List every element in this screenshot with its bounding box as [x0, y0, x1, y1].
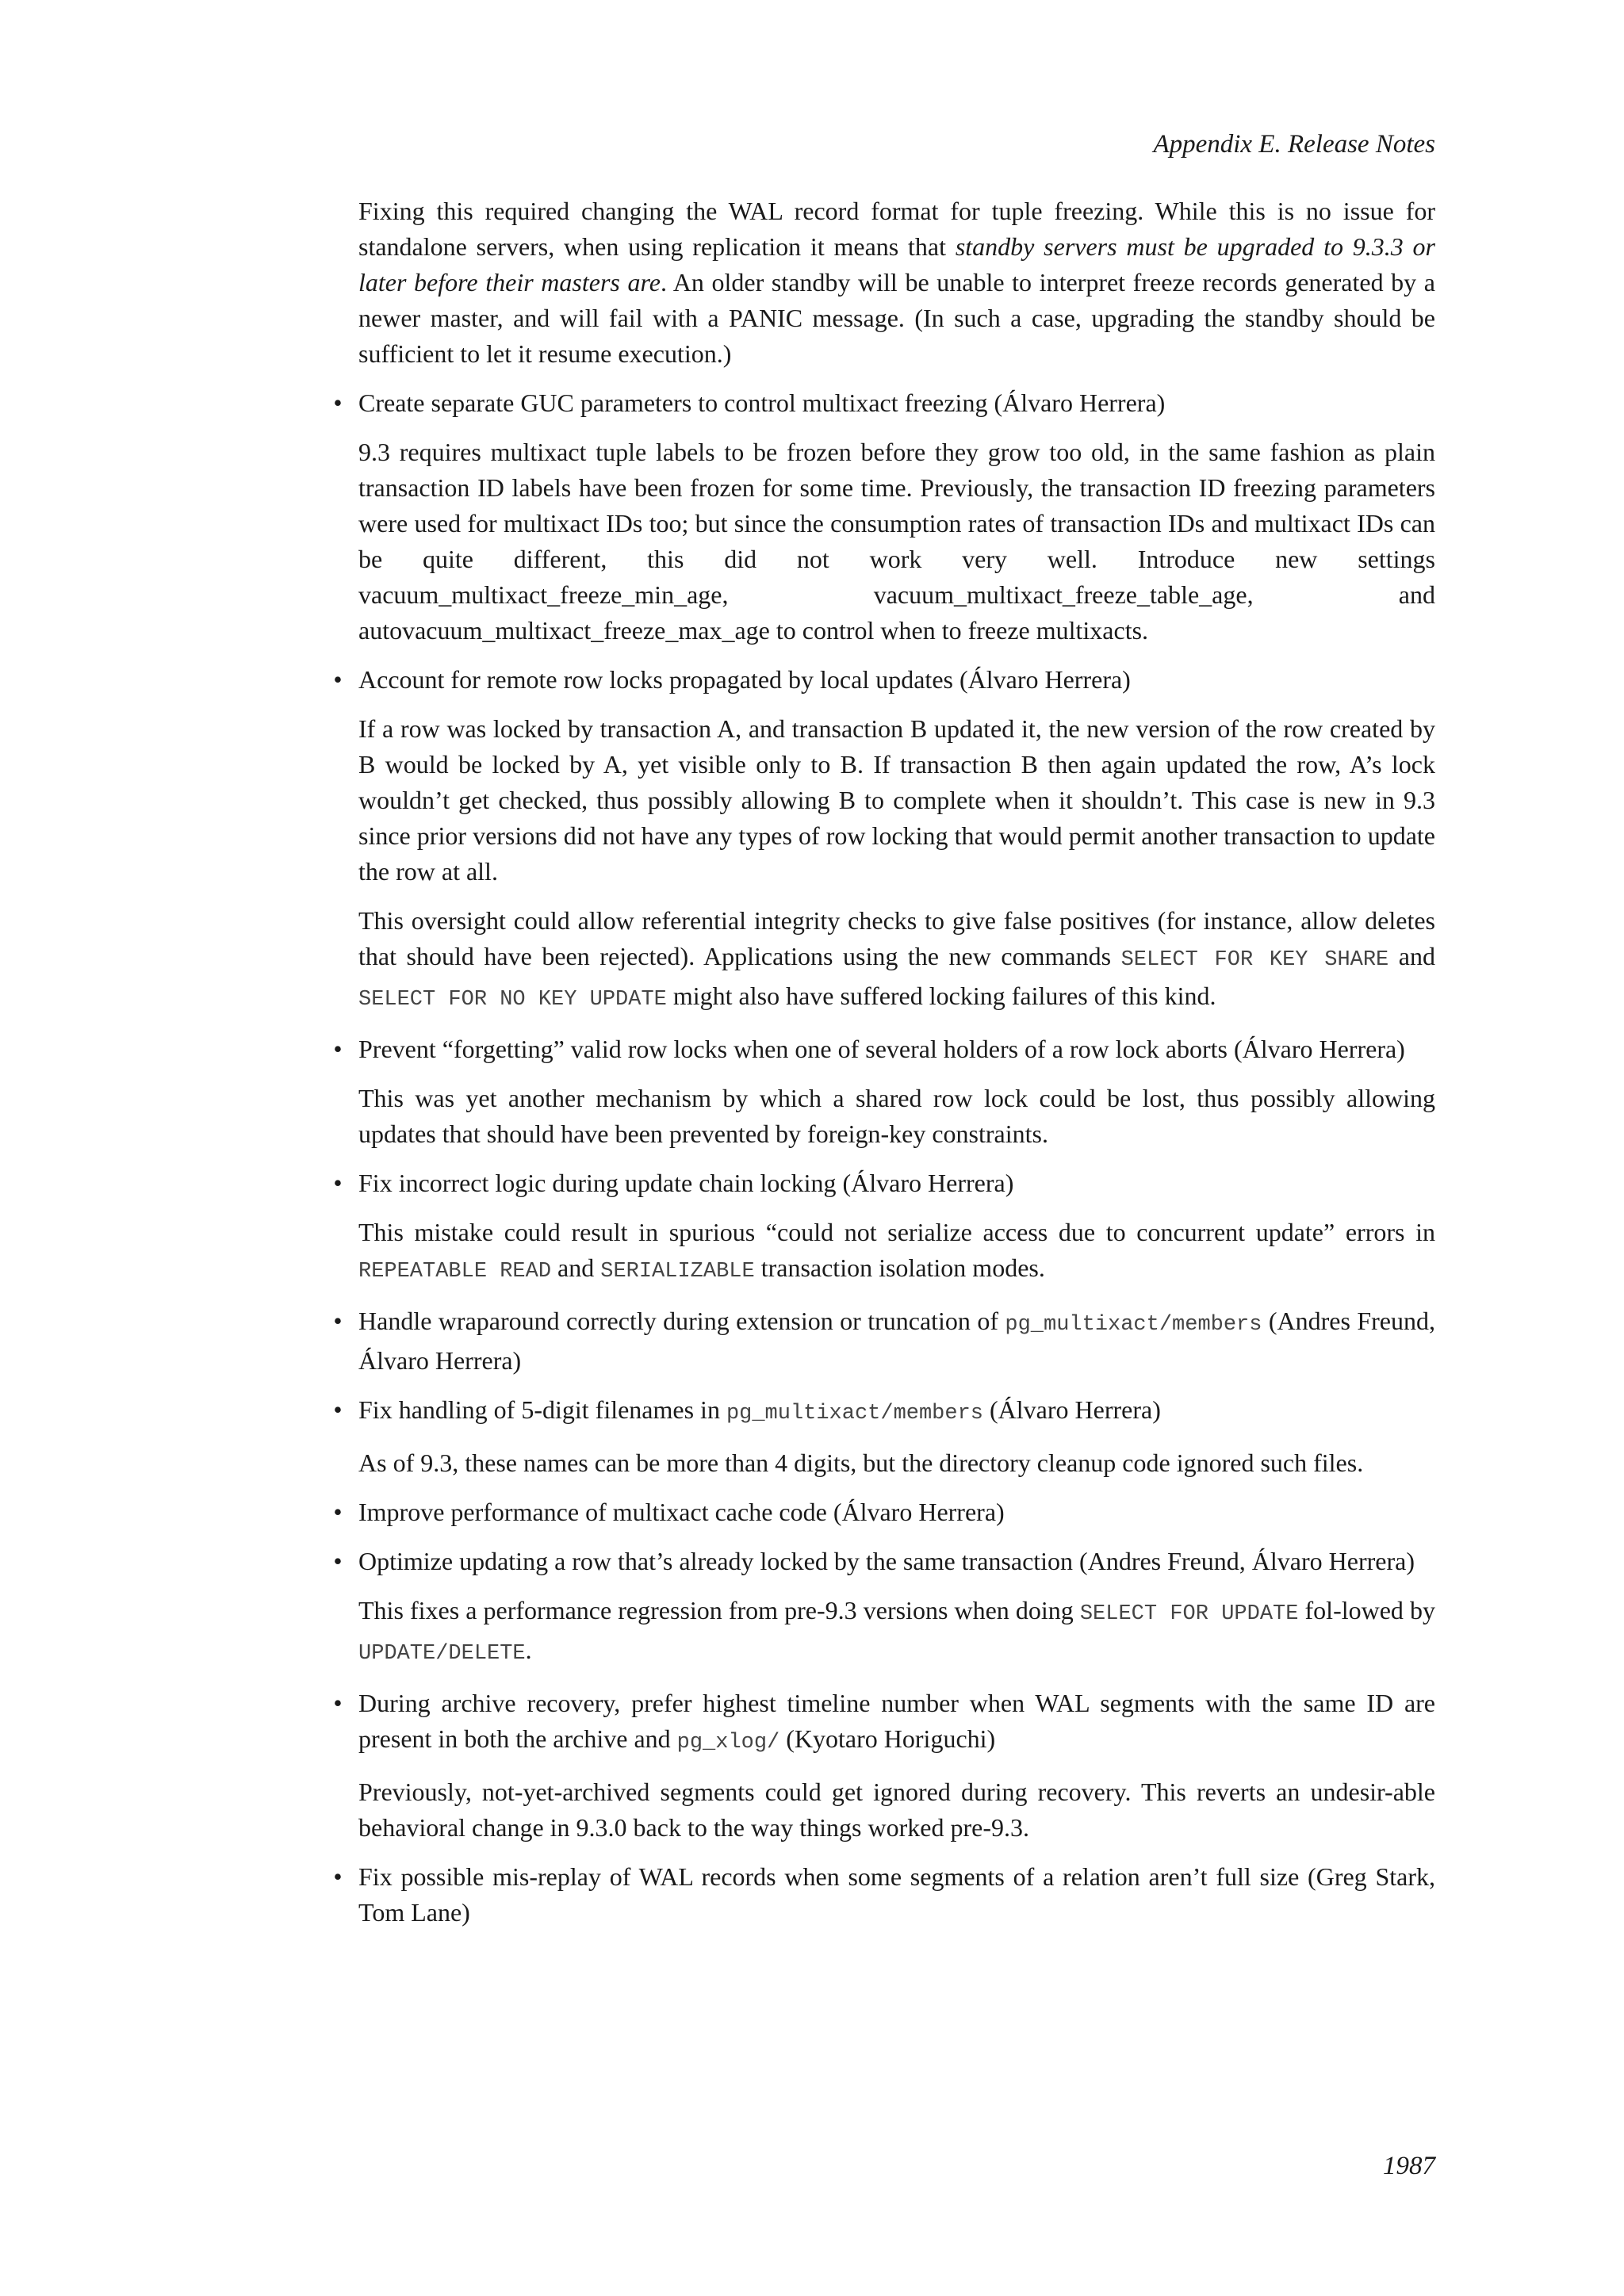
- text-run: might also have suffered locking failures of this kind.: [666, 982, 1216, 1010]
- text-run: and: [1388, 942, 1436, 970]
- item-title: Improve performance of multixact cache code (Álvaro Herrera): [358, 1498, 1005, 1526]
- item-title: Fix possible mis-replay of WAL records when some segments of a relation aren’t full size (Greg Stark, Tom Lane): [358, 1862, 1435, 1927]
- list-item: [333, 1544, 1436, 1672]
- text-run: This mistake could result in spurious “could not serialize access due to concurrent update” errors in: [358, 1218, 1435, 1246]
- item-title: Account for remote row locks propagated by local updates (Álvaro Herrera): [358, 665, 1131, 694]
- text-run: Fixing this required changing the WAL record format for tuple freezing. While this is no issue for standalone servers, when using replication it means that: [358, 197, 1435, 261]
- code-literal: pg_multixact/members: [1005, 1313, 1262, 1337]
- list-item: [333, 385, 1435, 649]
- item-description: [358, 1215, 1435, 1290]
- page-number: 1987: [1383, 2152, 1435, 2180]
- list-item: [333, 1031, 1435, 1152]
- bullet: •: [333, 1169, 343, 1197]
- item-title: [358, 1392, 1435, 1432]
- text-run: . An older standby will be unable to interpret freeze records generated by a newer master, and will fail with a PANIC message. (In such a case, upgrading the standby should be sufficient to let it resume execution.): [358, 268, 1436, 368]
- bullet: •: [333, 1395, 343, 1424]
- text-run: (Kyotaro Horiguchi): [779, 1724, 996, 1753]
- code-literal: SERIALIZABLE: [600, 1260, 755, 1284]
- list-item: [333, 1686, 1435, 1846]
- bullet: •: [333, 1547, 343, 1575]
- text-run: This oversight could allow referential integrity checks to give false positives (for instance, allow deletes that should have been rejected). Applications using the new commands: [358, 906, 1435, 970]
- page-content: [333, 193, 1436, 1944]
- list-item: [333, 1303, 1436, 1379]
- text-run: fol-lowed by: [1298, 1596, 1436, 1624]
- item-description: 9.3 requires multixact tuple labels to be frozen before they grow too old, in the same fashion as plain transaction ID labels have been frozen for some time. Previously, the transaction ID freezing parameters were used for multixact IDs too; but since the consumption rates of transaction IDs and multixact IDs can be quite different, this did not work very well. Introduce new settings vacuum_multixact_freeze_min_age, vacuum_multixact_freeze_table_age, and autovacuum_multixact_freeze_max_age to control when to freeze multixacts.: [358, 438, 1435, 645]
- text-run: and: [551, 1253, 601, 1282]
- text-run: (Álvaro Herrera): [983, 1395, 1161, 1424]
- item-title: [358, 1686, 1435, 1761]
- text-run: (Andres Freund, Álvaro Herrera): [358, 1307, 1436, 1375]
- code-literal: pg_xlog/: [676, 1731, 780, 1755]
- paragraph: [358, 193, 1435, 372]
- running-header: Appendix E. Release Notes: [1153, 130, 1435, 159]
- code-literal: SELECT FOR KEY SHARE: [1120, 948, 1389, 972]
- item-title: Fix incorrect logic during update chain locking (Álvaro Herrera): [358, 1169, 1014, 1197]
- code-literal: SELECT FOR UPDATE: [1079, 1602, 1299, 1626]
- item-title: Create separate GUC parameters to control multixact freezing (Álvaro Herrera): [358, 388, 1166, 417]
- item-title: Optimize updating a row that’s already locked by the same transaction (Andres Freund, Álvaro Herrera): [358, 1547, 1415, 1575]
- bullet: •: [333, 1689, 343, 1717]
- list-item: [333, 662, 1436, 1018]
- item-description: [358, 1593, 1435, 1672]
- code-literal: UPDATE/DELETE: [358, 1642, 526, 1666]
- item-description: [358, 903, 1435, 1018]
- text-run: Fix handling of 5-digit filenames in: [358, 1395, 726, 1424]
- list-item: [333, 1392, 1435, 1481]
- item-description: This was yet another mechanism by which a shared row lock could be lost, thus possibly allowing updates that should have been prevented by foreign-key constraints.: [358, 1084, 1435, 1148]
- bullet: •: [333, 1035, 343, 1063]
- bullet: •: [333, 388, 343, 417]
- bullet: •: [333, 1307, 343, 1335]
- item-description: As of 9.3, these names can be more than 4 digits, but the directory cleanup code ignored such files.: [358, 1448, 1364, 1477]
- code-literal: pg_multixact/members: [726, 1402, 983, 1425]
- emphasis-text: standby servers must be upgraded to 9.3.3 or later before their masters are: [358, 232, 1436, 297]
- item-title: Prevent “forgetting” valid row locks when one of several holders of a row lock aborts (Álvaro Herrera): [358, 1035, 1405, 1063]
- item-title: [358, 1303, 1435, 1379]
- item-description: Previously, not-yet-archived segments could get ignored during recovery. This reverts an undesir-able behavioral change in 9.3.0 back to the way things worked pre-9.3.: [358, 1777, 1435, 1842]
- code-literal: REPEATABLE READ: [358, 1260, 552, 1284]
- text-run: transaction isolation modes.: [754, 1253, 1045, 1282]
- list-item: [333, 1859, 1435, 1931]
- text-run: This fixes a performance regression from pre-9.3 versions when doing: [358, 1596, 1080, 1624]
- code-literal: SELECT FOR NO KEY UPDATE: [358, 988, 667, 1012]
- bullet: •: [333, 665, 343, 694]
- text-run: During archive recovery, prefer highest timeline number when WAL segments with the same ID are present in both the archive and: [358, 1689, 1435, 1753]
- text-run: .: [525, 1636, 532, 1664]
- list-item: [333, 1165, 1435, 1290]
- list-item: [333, 1494, 1435, 1530]
- bullet: •: [333, 1862, 343, 1891]
- text-run: Handle wraparound correctly during extension or truncation of: [358, 1307, 1005, 1335]
- bullet: •: [333, 1498, 343, 1526]
- item-description: If a row was locked by transaction A, and transaction B updated it, the new version of the row created by B would be locked by A, yet visible only to B. If transaction B then again updated the row, A’s lock wouldn’t get checked, thus possibly allowing B to complete when it shouldn’t. This case is new in 9.3 since prior versions did not have any types of row locking that would permit another transaction to update the row at all.: [358, 714, 1435, 886]
